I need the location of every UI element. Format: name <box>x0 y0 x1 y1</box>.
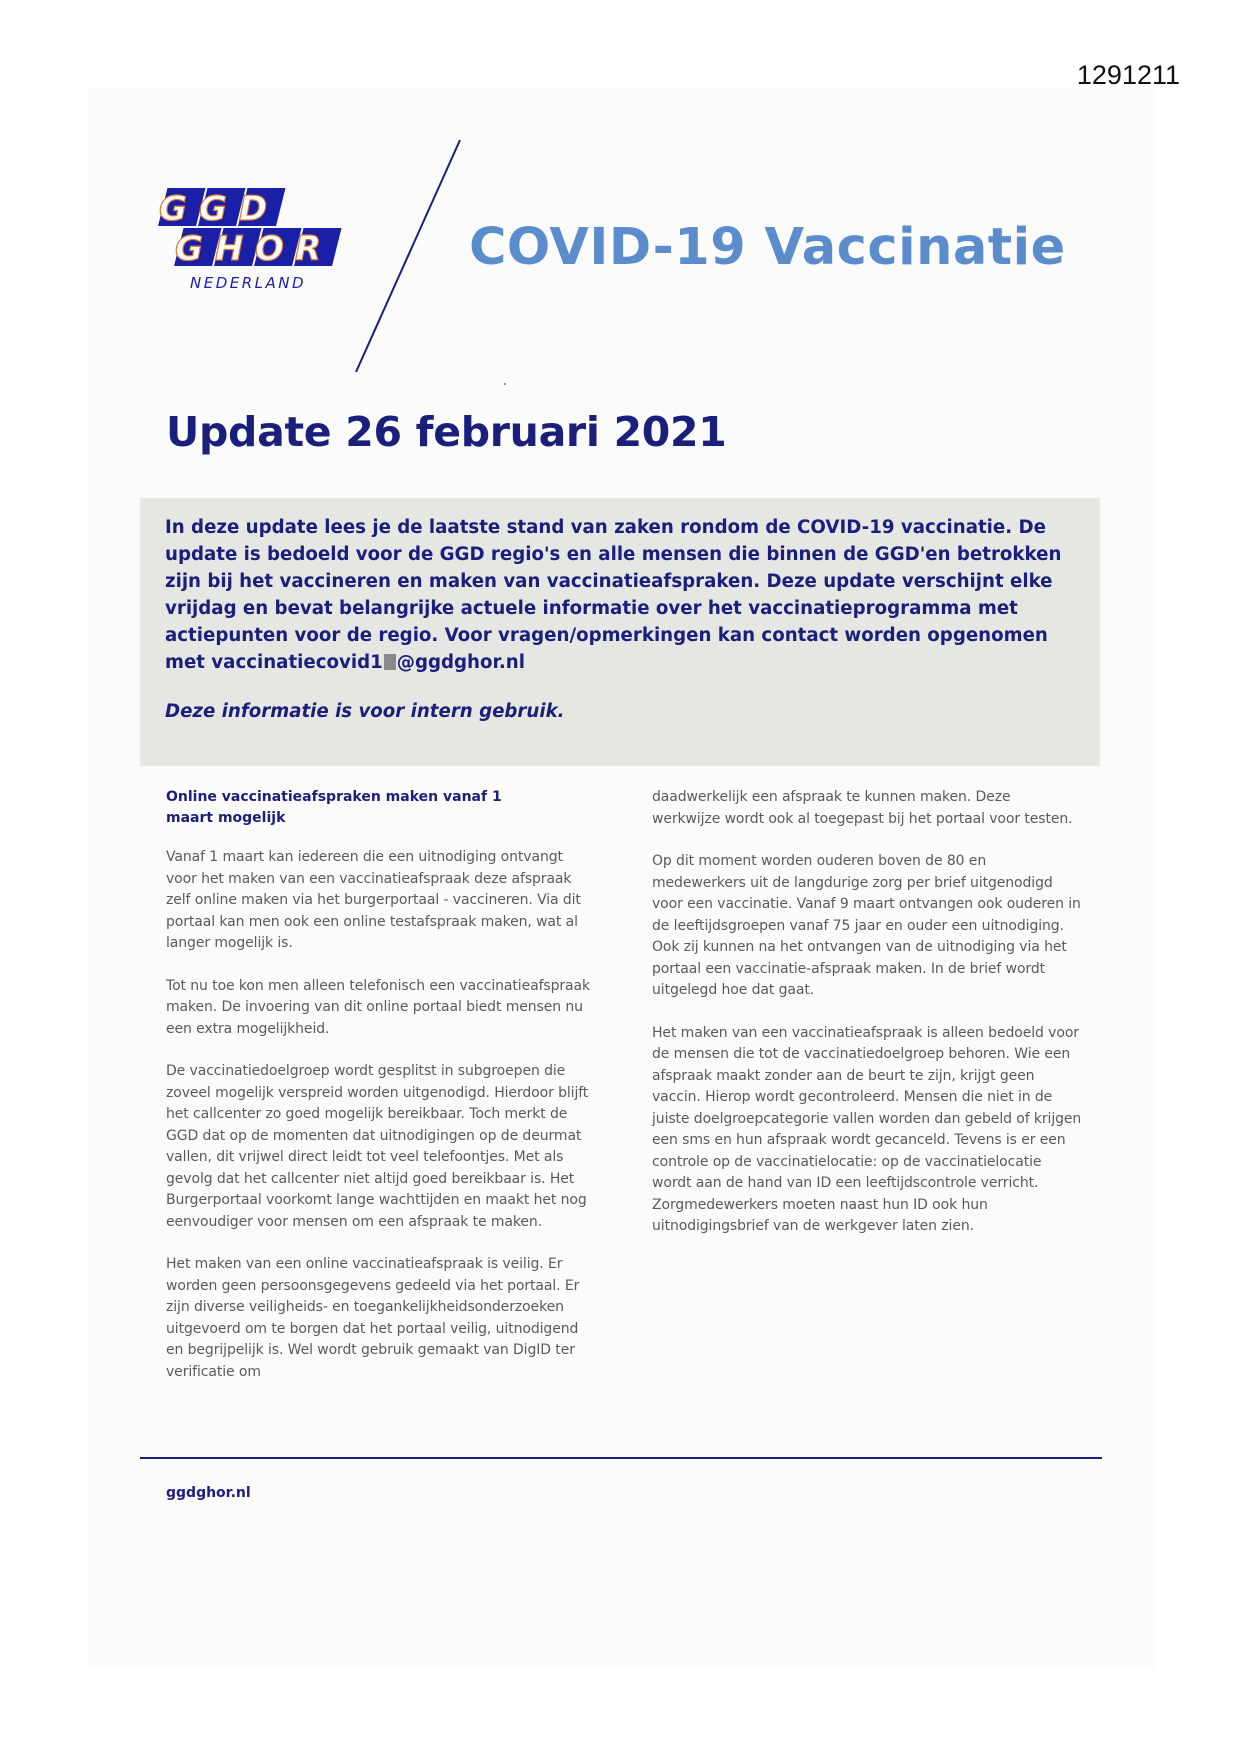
intro-text <box>165 514 1076 676</box>
update-heading: Update 26 februari 2021 <box>166 408 727 456</box>
article-title: Online vaccinatieafspraken maken vanaf 1 maart mogelijk <box>166 789 502 826</box>
logo-letter-g1: G <box>159 189 187 229</box>
logo-letter-g2: G <box>199 189 227 229</box>
logo-letter-o: O <box>255 229 284 269</box>
intro-box <box>140 498 1100 766</box>
logo-letter-r: R <box>295 229 322 269</box>
logo-letters-1 <box>159 189 267 229</box>
paragraph: Tot nu toe kon men alleen telefonisch een vaccinatieafspraak maken. De invoering van dit online portaal biedt mensen nu een extra mogelijkheid. <box>166 977 591 1037</box>
paragraph: De vaccinatiedoelgroep wordt gesplitst in subgroepen die zoveel mogelijk verspreid worden uitgenodigd. Hierdoor blijft het callcenter zo goed mogelijk bereikbaar. Toch merkt de GGD dat op de momenten dat uitnodigingen op de deurmat vallen, dit vrijwel direct leidt tot veel telefoontjes. Met als gevolg dat het callcenter niet altijd goed bereikbaar is. Het Burgerportaal voorkomt lange wachttijden en maakt het nog eenvoudiger voor mensen om een afspraak te maken. <box>166 1063 589 1230</box>
logo-letter-g3: G <box>175 229 203 269</box>
speck <box>504 383 506 385</box>
intro-email-domain: @ggdghor.nl <box>396 652 525 673</box>
logo-letter-h: H <box>215 229 244 269</box>
paragraph: daadwerkelijk een afspraak te kunnen maken. Deze werkwijze wordt ook al toegepast bij het portaal voor testen. <box>652 789 1073 827</box>
paragraph: Het maken van een online vaccinatieafspraak is veilig. Er worden geen persoonsgegevens gedeeld via het portaal. Er zijn diverse veiligheids- en toegankelijkheidsonderzoeken uitgevoerd om te borgen dat het portaal veilig, uitnodigend en begrijpelijk is. Wel wordt gebruik gemaakt van DigID ter verificatie om <box>166 1256 580 1380</box>
redaction-mark <box>384 654 396 670</box>
logo-letter-d: D <box>239 189 268 229</box>
intro-note: Deze informatie is voor intern gebruik. <box>165 701 565 722</box>
logo-nederland: NEDERLAND <box>190 274 307 292</box>
header-divider-line <box>350 138 470 378</box>
column-left <box>166 787 596 1404</box>
page-title: COVID-19 Vaccinatie <box>469 218 1066 277</box>
paragraph: Vanaf 1 maart kan iedereen die een uitnodiging ontvangt voor het maken van een vaccinatieafspraak deze afspraak zelf online maken via het burgerportaal - vaccineren. Via dit portaal kan men ook een online testafspraak maken, wat al langer mogelijk is. <box>166 849 581 951</box>
document-number: 1291211 <box>1076 60 1180 90</box>
footer-website: ggdghor.nl <box>166 1485 251 1501</box>
paragraph: Het maken van een vaccinatieafspraak is alleen bedoeld voor de mensen die tot de vaccinatiedoelgroep behoren. Wie een afspraak maakt zonder aan de beurt te zijn, krijgt geen vaccin. Hierop wordt gecontroleerd. Mensen die niet in de juiste doelgroepcategorie vallen worden dan gebeld of krijgen een sms en hun afspraak wordt gecanceld. Tevens is er een controle op de vaccinatielocatie: op de vaccinatielocatie wordt aan de hand van ID een leeftijdscontrole verricht. Zorgmedewerkers moeten naast hun ID ook hun uitnodigingsbrief van de werkgever laten zien. <box>652 1024 1082 1234</box>
ggd-ghor-logo <box>146 186 346 296</box>
footer-divider <box>140 1457 1102 1459</box>
paragraph: Op dit moment worden ouderen boven de 80 en medewerkers uit de langdurige zorg per brief uitgenodigd voor een vaccinatie. Vanaf 9 maart ontvangen ook ouderen in de leeftijdsgroepen vanaf 75 jaar en ouder een uitnodiging. Ook zij kunnen na het ontvangen van de uitnodiging via het portaal een vaccinatie-afspraak maken. In de brief wordt uitgelegd hoe dat gaat. <box>652 853 1081 998</box>
intro-text-main: In deze update lees je de laatste stand van zaken rondom de COVID-19 vaccinatie. De update is bedoeld voor de GGD regio's en alle mensen die binnen de GGD'en betrokken zijn bij het vaccineren en maken van vaccinatieafspraken. Deze update verschijnt elke vrijdag en bevat belangrijke actuele informatie over het vaccinatieprogramma met actiepunten voor de regio. Voor vragen/opmerkingen kan contact worden opgenomen met vaccinatiecovid1 <box>165 517 1062 673</box>
column-right <box>652 787 1082 1259</box>
